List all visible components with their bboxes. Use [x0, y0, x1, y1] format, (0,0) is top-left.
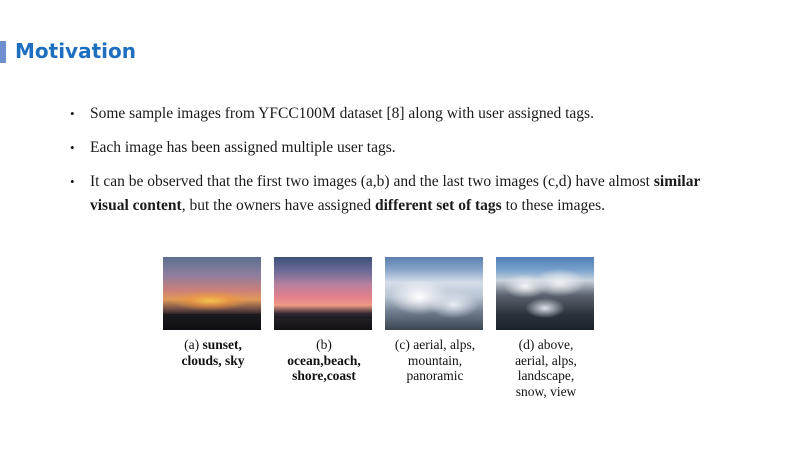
caption-line [496, 337, 596, 353]
slide-title: Motivation [15, 39, 136, 63]
caption-text: landscape, [517, 368, 575, 383]
caption-text: (a) [184, 337, 203, 352]
figure-caption-a [163, 337, 263, 368]
bullet-dot-icon: • [70, 106, 75, 121]
snowy-mountains-photo [496, 257, 594, 330]
bullet-dot-icon: • [70, 174, 75, 189]
caption-text: aerial, alps, [515, 352, 577, 368]
bullet-text: to these images. [501, 197, 606, 214]
bullet-text: Some sample images from YFCC100M dataset [8] along with user assigned tags. [90, 105, 594, 122]
aerial-alps-photo [385, 257, 483, 330]
caption-line [496, 384, 596, 400]
caption-line [274, 353, 374, 369]
bullet-item [68, 170, 728, 218]
figure-caption-b [274, 337, 374, 384]
bullet-item [68, 136, 728, 160]
figure-item-b [274, 257, 384, 384]
caption-tag-bold: clouds, sky [181, 352, 245, 368]
caption-line [274, 368, 374, 384]
ocean-beach-photo [274, 257, 372, 330]
sample-images-figure [163, 257, 603, 417]
figure-item-a [163, 257, 273, 368]
caption-text: (d) above, [518, 337, 574, 352]
figure-caption-c [385, 337, 485, 384]
figure-caption-d [496, 337, 596, 399]
bullet-text: It can be observed that the first two images (a,b) and the last two images (c,d) have almost [90, 173, 654, 190]
caption-line [385, 368, 485, 384]
caption-line [496, 353, 596, 369]
sunset-clouds-photo [163, 257, 261, 330]
bullet-emphasis: similar visual content [90, 173, 701, 214]
bullet-text: Each image has been assigned multiple user tags. [90, 139, 396, 156]
caption-text: mountain, [407, 352, 463, 368]
caption-line [385, 337, 485, 353]
caption-tag-bold: shore,coast [292, 368, 356, 383]
figure-item-c [385, 257, 495, 384]
bullet-item [68, 102, 728, 126]
caption-text: snow, view [515, 383, 577, 399]
caption-tag-bold: ocean,beach, [287, 352, 361, 368]
caption-tag-bold: sunset, [202, 337, 242, 352]
caption-line [274, 337, 374, 353]
caption-line [163, 353, 263, 369]
bullet-dot-icon: • [70, 140, 75, 155]
caption-line [163, 337, 263, 353]
bullet-text: , but the owners have assigned [181, 197, 375, 214]
bullet-emphasis: different set of tags [375, 197, 502, 214]
title-accent-bar [0, 41, 6, 63]
bullet-list [68, 102, 728, 228]
caption-line [496, 368, 596, 384]
caption-text: (b) [316, 337, 332, 352]
caption-text: panoramic [406, 368, 464, 383]
caption-text: (c) aerial, alps, [394, 337, 476, 352]
caption-line [385, 353, 485, 369]
figure-item-d [496, 257, 606, 399]
